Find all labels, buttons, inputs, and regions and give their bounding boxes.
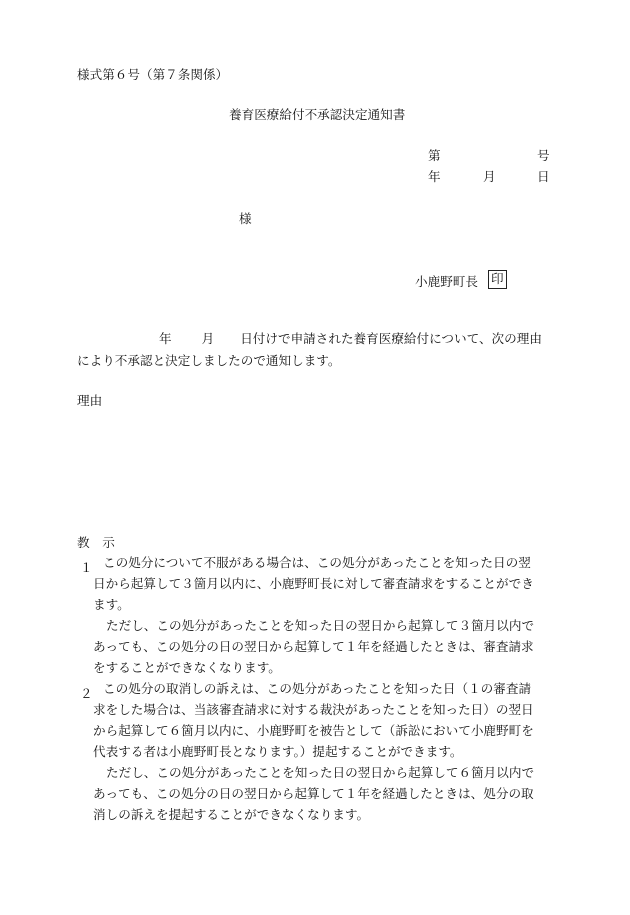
item-line: から起算して６箇月以内に、小鹿野町を被告として（訴訟において小鹿野町を — [93, 723, 534, 738]
item-line: ただし、この処分があったことを知った日の翌日から起算して６箇月以内で — [106, 765, 535, 780]
addressee-suffix: 様 — [239, 211, 252, 226]
item-line: をすることができなくなります。 — [93, 660, 281, 675]
item-line: この処分について不服がある場合は、この処分があったことを知った日の翌 — [103, 555, 531, 570]
document-title: 養育医療給付不承認決定通知書 — [229, 107, 406, 122]
reason-label: 理由 — [77, 393, 103, 408]
body-text-rest: 日付けで申請された養育医療給付について、次の理由 — [240, 331, 542, 346]
date-month: 月 — [483, 169, 496, 184]
kyoji-heading: 教 示 — [77, 535, 115, 550]
item-line: あっても、この処分の日の翌日から起算して１年を経過したときは、処分の取 — [93, 786, 534, 801]
item-line: あっても、この処分の日の翌日から起算して１年を経過したときは、審査請求 — [93, 639, 534, 654]
item-line: 代表する者は小鹿野町長となります。）提起することができます。 — [93, 744, 463, 759]
item-line: 求をした場合は、当該審査請求に対する裁決があったことを知った日）の翌日 — [93, 702, 534, 717]
item-line: ます。 — [93, 597, 130, 612]
doc-number-prefix: 第 — [428, 148, 441, 163]
item-number: １ — [80, 560, 93, 575]
issuer-block — [415, 273, 507, 292]
form-label: 様式第６号（第７条関係） — [77, 67, 229, 82]
item-number: ２ — [80, 686, 93, 701]
item-line: ただし、この処分があったことを知った日の翌日から起算して３箇月以内で — [106, 618, 535, 633]
date-day: 日 — [537, 169, 550, 184]
body-month: 月 — [201, 331, 215, 346]
date-year: 年 — [428, 169, 441, 184]
issuer-name: 小鹿野町長 — [415, 274, 478, 289]
item-line: この処分の取消しの訴えは、この処分があったことを知った日（１の審査請 — [103, 681, 532, 696]
doc-number-suffix: 号 — [537, 148, 550, 163]
seal-stamp: 印 — [488, 270, 507, 289]
body-line-2: により不承認と決定しましたので通知します。 — [77, 353, 341, 368]
body-line-1 — [159, 333, 542, 346]
item-line: 日から起算して３箇月以内に、小鹿野町長に対して審査請求をすることができ — [93, 576, 534, 591]
body-year: 年 — [159, 331, 172, 346]
item-line: 消しの訴えを提起することができなくなります。 — [93, 807, 370, 822]
